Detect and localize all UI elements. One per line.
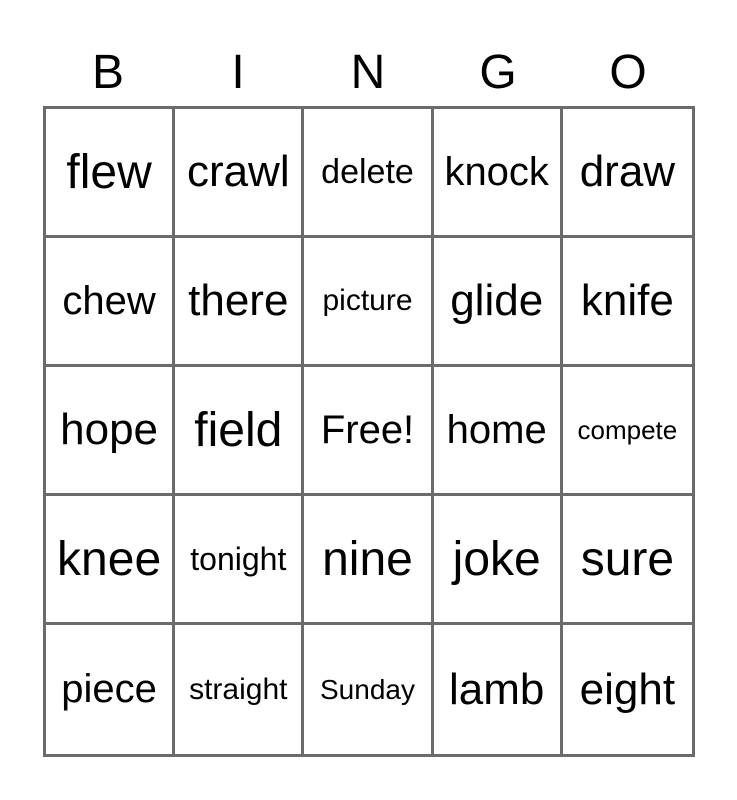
bingo-cell[interactable]: lamb: [434, 625, 563, 754]
bingo-cell[interactable]: chew: [46, 238, 175, 367]
bingo-cell[interactable]: there: [175, 238, 304, 367]
bingo-header: [43, 42, 693, 104]
bingo-cell[interactable]: knee: [46, 496, 175, 625]
header-letter-o: O: [609, 46, 647, 99]
bingo-cell[interactable]: piece: [46, 625, 175, 754]
bingo-cell[interactable]: sure: [563, 496, 692, 625]
header-letter-i: I: [231, 46, 245, 99]
bingo-cell[interactable]: home: [434, 367, 563, 496]
bingo-cell[interactable]: glide: [434, 238, 563, 367]
header-letter-b: B: [91, 46, 124, 99]
bingo-cell[interactable]: field: [175, 367, 304, 496]
bingo-cell[interactable]: compete: [563, 367, 692, 496]
free-space-cell[interactable]: Free!: [304, 367, 433, 496]
bingo-cell[interactable]: Sunday: [304, 625, 433, 754]
bingo-cell[interactable]: picture: [304, 238, 433, 367]
bingo-cell[interactable]: hope: [46, 367, 175, 496]
bingo-cell[interactable]: flew: [46, 109, 175, 238]
bingo-cell[interactable]: knife: [563, 238, 692, 367]
bingo-cell[interactable]: eight: [579, 664, 676, 714]
bingo-cell[interactable]: delete: [304, 109, 433, 238]
bingo-cell[interactable]: straight: [175, 625, 304, 754]
bingo-cell[interactable]: joke: [434, 496, 563, 625]
bingo-cell[interactable]: nine: [304, 496, 433, 625]
bingo-cell[interactable]: tonight: [175, 496, 304, 625]
bingo-cell[interactable]: crawl: [175, 109, 304, 238]
bingo-board: [43, 106, 695, 757]
bingo-cell[interactable]: draw: [563, 109, 692, 238]
header-letter-n: N: [350, 46, 386, 99]
header-letter-g: G: [479, 46, 517, 99]
bingo-cell[interactable]: knock: [434, 109, 563, 238]
